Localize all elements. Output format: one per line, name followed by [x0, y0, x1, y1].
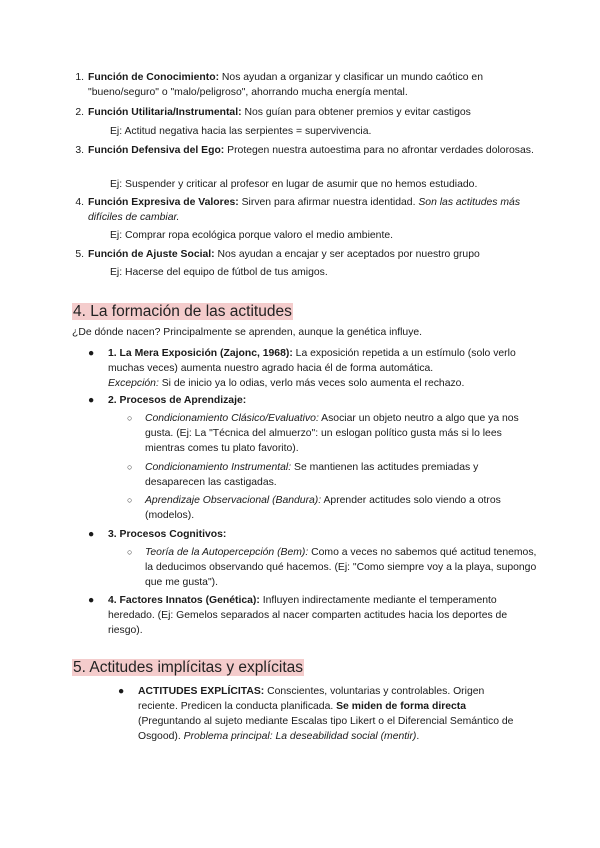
heading-text: 4. La formación de las actitudes [73, 303, 292, 320]
list-number: 5. [75, 249, 84, 260]
bullet-procesos-cognitivos [88, 527, 543, 542]
bullet-dot: ● [118, 686, 125, 697]
bullet-italic-note: Problema principal: La deseabilidad social (mentir) [183, 731, 417, 742]
example-ajuste: Ej: Hacerse del equipo de fútbol de tus amigos. [110, 267, 328, 278]
bullet-dot: ● [88, 529, 95, 540]
item-title: Función de Conocimiento: [88, 72, 220, 83]
exception-label: Excepción: [108, 378, 159, 389]
bullet-dot: ● [88, 395, 95, 406]
list-number: 3. [75, 145, 84, 156]
item-italic-note: Son las actitudes más difíciles de cambiar. [88, 197, 521, 223]
list-item-funcion-defensiva [75, 143, 538, 158]
list-item-funcion-expresiva [75, 195, 538, 225]
bullet-procesos-aprendizaje [88, 393, 543, 408]
bullet-title: 1. La Mera Exposición (Zajonc, 1968): [108, 348, 293, 359]
list-number: 1. [75, 72, 84, 83]
subbullet-text: Aprender actitudes solo viendo a otros (modelos). [145, 495, 501, 521]
subbullet-label: Aprendizaje Observacional (Bandura): [145, 495, 322, 506]
bullet-dot: ● [88, 348, 95, 359]
bullet-title: 4. Factores Innatos (Genética): [108, 595, 260, 606]
item-title: Función Defensiva del Ego: [88, 145, 225, 156]
bullet-circle: ○ [127, 495, 133, 505]
subbullet-text: Asociar un objeto neutro a algo que ya nos gusta. (Ej: La "Técnica del almuerzo": un eslogan político gusta más si lo lees mientras comes tu plato favorito). [145, 413, 519, 454]
item-text: Nos ayudan a encajar y ser aceptados por nuestro grupo [214, 249, 480, 260]
subbullet-condicionamiento-clasico [127, 411, 540, 456]
list-item-funcion-ajuste [75, 247, 538, 262]
subbullet-aprendizaje-observacional [127, 493, 540, 523]
section-heading-implicitas-explicitas [72, 658, 304, 678]
subbullet-text: Como a veces no sabemos qué actitud tenemos, la deducimos observando qué hacemos. (Ej: "Como siempre voy a la playa, supongo que me gusta"). [145, 547, 537, 588]
heading-text: 5. Actitudes implícitas y explícitas [73, 659, 304, 676]
bullet-text-continued: (Preguntando al sujeto mediante Escalas tipo Likert o el Diferencial Semántico de Osgood). [138, 716, 514, 742]
subbullet-label: Condicionamiento Instrumental: [145, 462, 292, 473]
item-text: Protegen nuestra autoestima para no afrontar verdades dolorosas. [224, 145, 534, 156]
bullet-mera-exposicion [88, 346, 543, 391]
bullet-circle: ○ [127, 547, 133, 557]
bullet-title: ACTITUDES EXPLÍCITAS: [138, 686, 265, 697]
item-text: Sirven para afirmar nuestra identidad. [238, 197, 419, 208]
item-title: Función de Ajuste Social: [88, 249, 215, 260]
subbullet-label: Condicionamiento Clásico/Evaluativo: [145, 413, 319, 424]
section-intro: ¿De dónde nacen? Principalmente se aprenden, aunque la genética influye. [72, 327, 423, 338]
example-utilitaria: Ej: Actitud negativa hacia las serpientes = supervivencia. [110, 126, 372, 137]
list-item-funcion-conocimiento [75, 70, 538, 100]
bullet-text: Influyen indirectamente mediante el temperamento heredado. (Ej: Gemelos separados al nacer comparten actitudes hacia los deportes de riesgo). [108, 595, 508, 636]
item-title: Función Utilitaria/Instrumental: [88, 107, 242, 118]
subbullet-text: Se mantienen las actitudes premiadas y desaparecen las castigadas. [145, 462, 479, 488]
bullet-text: La exposición repetida a un estímulo (solo verlo muchas veces) aumenta nuestro agrado hacia él de forma automática. [108, 348, 516, 374]
bullet-end: . [416, 731, 420, 742]
bullet-title: 2. Procesos de Aprendizaje: [108, 395, 247, 406]
bullet-factores-innatos [88, 593, 543, 638]
bullet-text: Conscientes, voluntarias y controlables. Origen reciente. Predicen la conducta planificada. [138, 686, 485, 712]
item-title: Función Expresiva de Valores: [88, 197, 239, 208]
subbullet-condicionamiento-instrumental [127, 460, 540, 490]
exception-text: Si de inicio ya lo odias, verlo más veces solo aumenta el rechazo. [158, 378, 465, 389]
bullet-title: 3. Procesos Cognitivos: [108, 529, 227, 540]
bullet-actitudes-explicitas [118, 684, 518, 744]
section-heading-formacion [72, 302, 293, 322]
bullet-bold-text: Se miden de forma directa [336, 701, 467, 712]
list-item-funcion-utilitaria [75, 105, 538, 120]
subbullet-autopercepcion [127, 545, 540, 590]
item-text: Nos ayudan a organizar y clasificar un mundo caótico en "bueno/seguro" o "malo/peligroso", ahorrando mucha energía mental. [88, 72, 483, 98]
example-defensiva: Ej: Suspender y criticar al profesor en lugar de asumir que no hemos estudiado. [110, 179, 478, 190]
subbullet-label: Teoría de la Autopercepción (Bem): [145, 547, 309, 558]
list-number: 4. [75, 197, 84, 208]
bullet-circle: ○ [127, 462, 133, 472]
example-expresiva: Ej: Comprar ropa ecológica porque valoro el medio ambiente. [110, 230, 394, 241]
list-number: 2. [75, 107, 84, 118]
bullet-dot: ● [88, 595, 95, 606]
bullet-circle: ○ [127, 413, 133, 423]
item-text: Nos guían para obtener premios y evitar castigos [241, 107, 471, 118]
